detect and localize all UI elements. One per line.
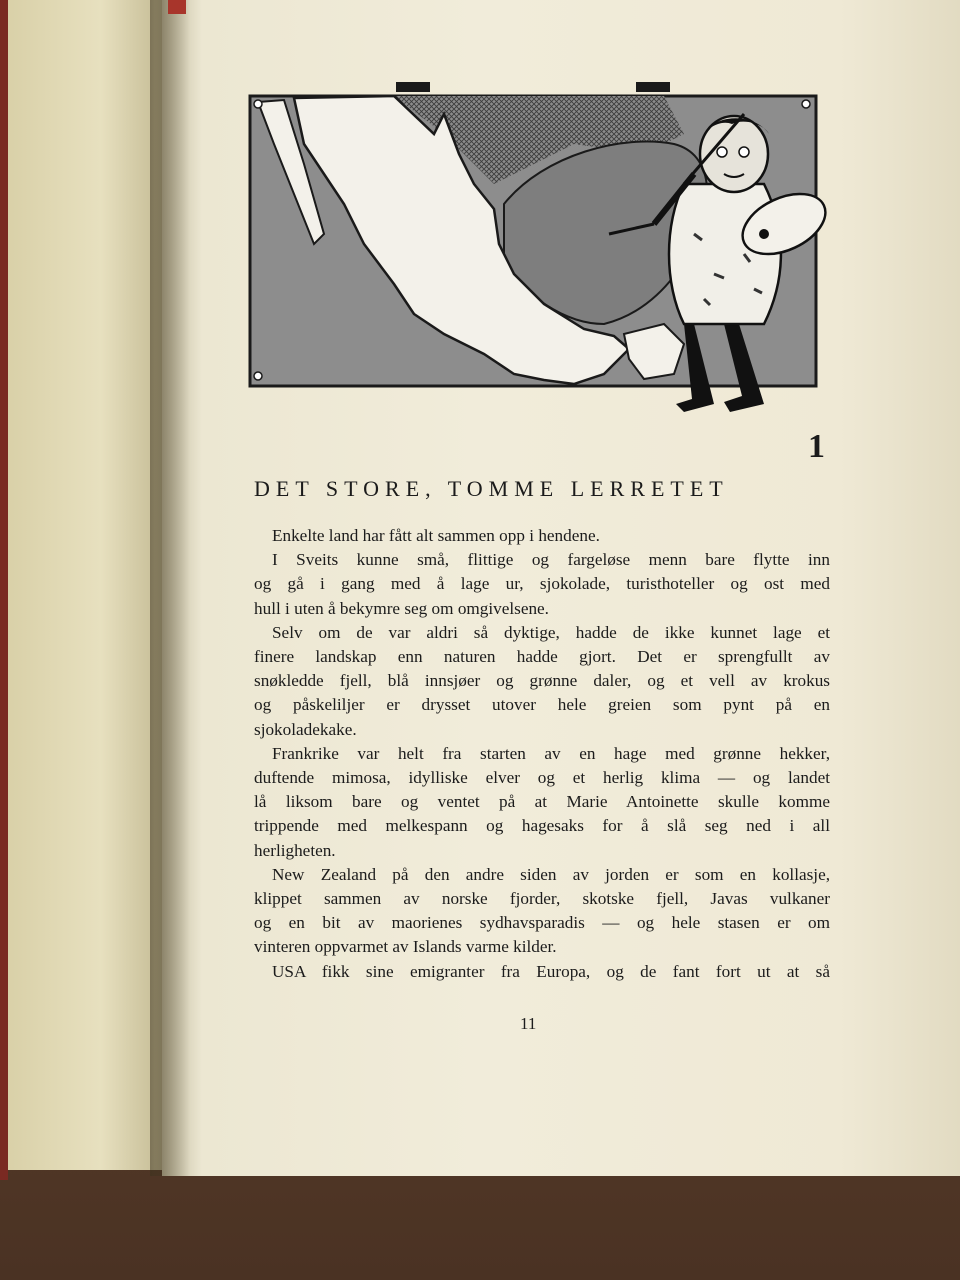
book-spine-edge [168, 0, 186, 14]
chapter-number: 1 [808, 428, 825, 465]
book-gutter [150, 0, 190, 1176]
text-line: New Zealand på den andre siden av jorden er som en kollasje, [272, 864, 830, 884]
text-line: Enkelte land har fått alt sammen opp i hendene. [272, 526, 600, 545]
chapter-title: DET STORE, TOMME LERRETET [254, 476, 729, 501]
chapter-body-text [254, 524, 830, 984]
text-line: hull i uten å bekymre seg om omgivelsene. [254, 598, 549, 618]
page-number: 11 [520, 1014, 537, 1033]
text-line: snøkledde fjell, blå innsjøer og grønne daler, og et vell av krokus [254, 671, 830, 691]
text-line: og en bit av maorienes sydhavsparadis — og hele stasen er om [254, 913, 830, 933]
text-line: og gå i gang med å lage ur, sjokolade, turisthoteller og ost med [254, 574, 830, 594]
text-line: Selv om de var aldri så dyktige, hadde de ikke kunnet lage et [272, 622, 830, 642]
text-line: finere landskap enn naturen hadde gjort. Det er sprengfullt av [254, 647, 830, 667]
book-cover-edge [0, 0, 8, 1180]
text-line: klippet sammen av norske fjorder, skotske fjell, Javas vulkaner [254, 889, 830, 909]
text-line: USA fikk sine emigranter fra Europa, og de fant fort ut at så [272, 961, 830, 981]
text-line: vinteren oppvarmet av Islands varme kilder. [254, 937, 557, 957]
text-line: og påskeliljer er drysset utover hele greien som pynt på en [254, 695, 830, 715]
chapter-illustration [244, 74, 844, 422]
text-line: I Sveits kunne små, flittige og fargeløse menn bare flytte inn [272, 550, 830, 570]
text-line: duftende mimosa, idylliske elver og et herlig klima — og landet [254, 768, 830, 788]
text-line: Frankrike var helt fra starten av en hage med grønne hekker, [272, 743, 830, 763]
text-line: sjokoladekake. [254, 719, 357, 739]
text-line: trippende med melkespann og hagesaks for å slå seg ned i all [254, 816, 830, 836]
text-line: herligheten. [254, 840, 336, 860]
left-page [0, 0, 168, 1170]
text-line: lå liksom bare og ventet på at Marie Antoinette skulle komme [254, 792, 830, 812]
